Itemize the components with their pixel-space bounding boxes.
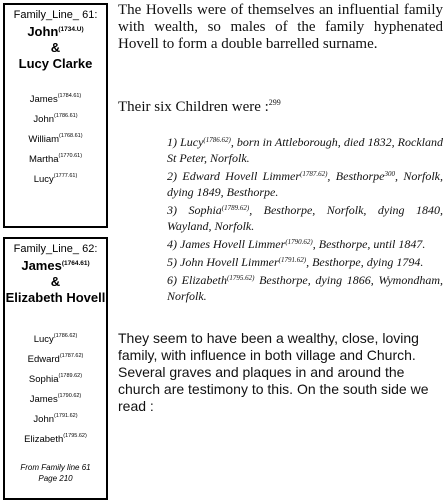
family-line-label: Family_Line_ 61: [13,9,98,21]
child-entry: John$^{(1786.61)}$ [33,113,78,125]
source-note: From Family line 61 Page 210 [20,463,91,483]
ampersand: & [50,274,61,289]
child-entry: James$^{(1784.61)}$ [29,93,82,105]
footnote-ref: 299 [268,98,281,107]
child-entry: James$^{(1790.62)}$ [29,393,82,405]
husband-name: John$^{(1734.U)}$ [27,24,84,39]
list-item: 2) Edward Hovell Limmer$^{(1787.62)}$, Besthorpe$^{300}$, Norfolk, dying 1849, Besthorpe. [167,169,443,199]
child-entry: Edward$^{(1787.62)}$ [27,353,84,365]
list-item: 1) Lucy$^{(1786.62)}$, born in Attleborough, died 1832, Rockland St Peter, Norfolk. [167,135,443,165]
ampersand: & [50,40,61,55]
list-item: 6) Elizabeth$^{(1795.62)}$ Besthorpe, dying 1866, Wymondham, Norfolk. [167,273,443,303]
husband-name: James$^{(1764.61)}$ [21,258,90,273]
child-entry: Martha$^{(1770.61)}$ [28,153,83,165]
child-entry: Lucy$^{(1786.62)}$ [33,333,78,345]
child-entry: Lucy$^{(1777.61)}$ [33,173,78,185]
list-item: 3) Sophia$^{(1789.62)}$, Besthorpe, Norfolk, dying 1840, Wayland, Norfolk. [167,203,443,233]
children-list [5,328,106,448]
children-detail-list [167,132,443,304]
wife-name: Lucy Clarke [18,56,93,71]
family-line-box-62 [3,237,108,500]
child-entry: John$^{(1791.62)}$ [33,413,78,425]
wife-name: Elizabeth Hovell [5,290,106,305]
closing-paragraph: They seem to have been a wealthy, close, loving family, with influence in both village and Church. Several graves and plaques in and around the church are testimony to this. On the south side we read : [118,330,429,414]
list-item: 5) John Hovell Limmer$^{(1791.62)}$, Besthorpe, dying 1794. [167,255,424,269]
child-entry: William$^{(1768.61)}$ [28,133,83,145]
footnote-ref: 300 [384,170,395,178]
child-entry: Sophia$^{(1789.62)}$ [28,373,83,385]
intro-paragraph: The Hovells were of themselves an influential family with wealth, so males of the family hyphenated Hovell to form a double barrelled surname. [118,2,443,52]
children-heading: Their six Children were :$^{299}$ [118,98,281,115]
children-list [5,88,106,188]
child-entry: Elizabeth$^{(1795.62)}$ [24,433,87,445]
list-item: 4) James Hovell Limmer$^{(1790.62)}$, Besthorpe, until 1847. [167,237,426,251]
family-line-box-61 [3,3,108,228]
family-line-label: Family_Line_ 62: [13,243,98,255]
